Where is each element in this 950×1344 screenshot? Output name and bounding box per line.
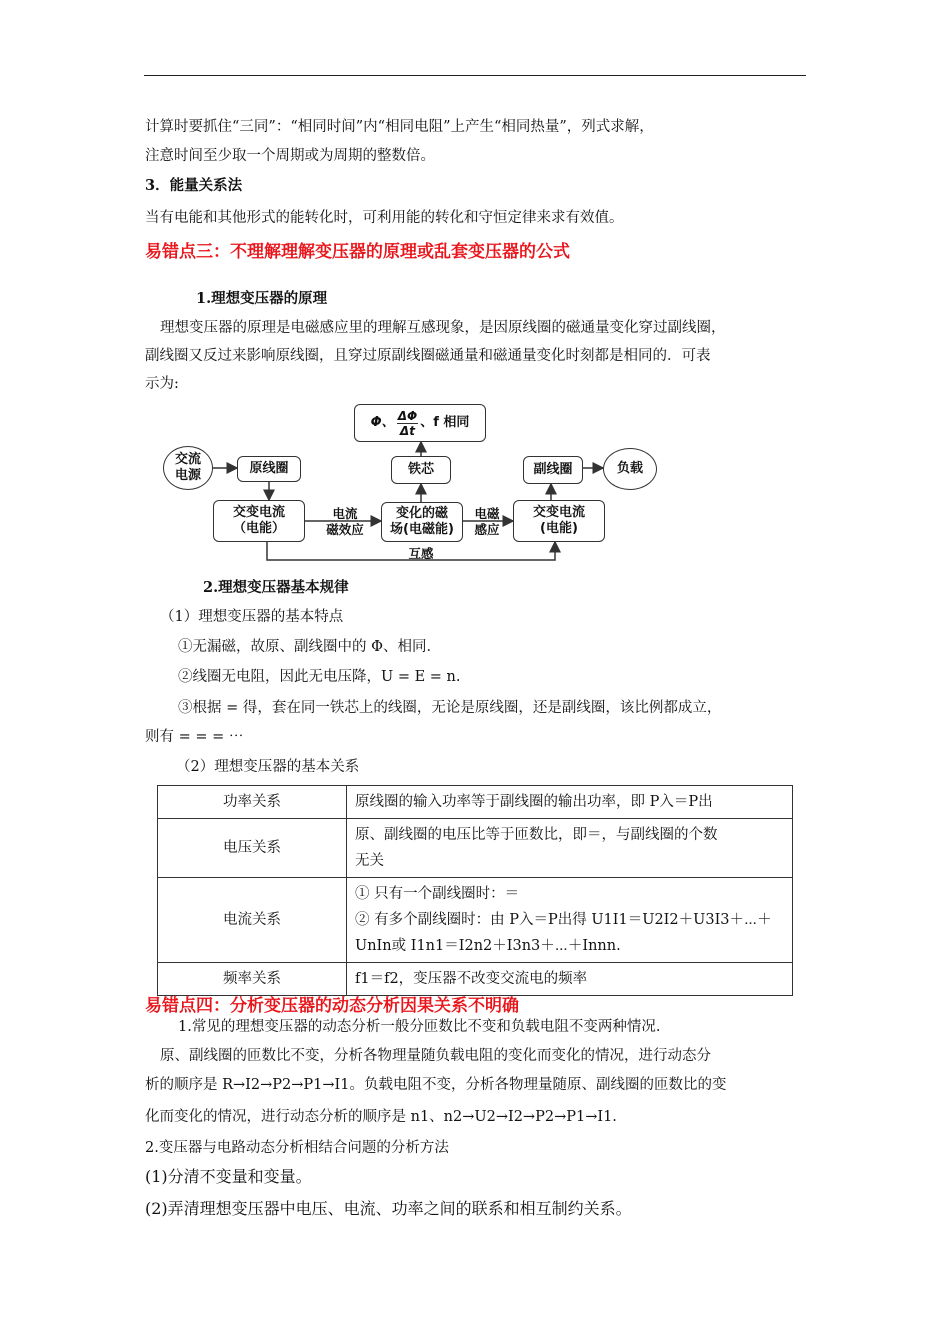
changing-field-box xyxy=(381,502,463,542)
table-value-line: ② 有多个副线圈时：由 P入＝P出得 U1I1＝U2I2＋U3I3＋⋯＋ xyxy=(355,912,772,928)
top-condition-box xyxy=(354,404,486,442)
field-line2: 场(电磁能) xyxy=(390,522,454,537)
text-line: 2.变压器与电路动态分析相结合问题的分析方法 xyxy=(145,1140,449,1156)
table-value xyxy=(347,878,793,963)
table-row xyxy=(158,819,793,878)
text-line: ①无漏磁，故原、副线圈中的 Φ、相同． xyxy=(178,639,441,655)
ac-source-line1: 交流 xyxy=(174,452,201,467)
table-value-line: 原、副线圈的电压比等于匝数比，即＝，与副线圈的个数 xyxy=(355,827,718,843)
text-line: 示为: xyxy=(145,376,179,392)
table-key: 频率关系 xyxy=(158,963,347,996)
table-value-line: ① 只有一个副线圈时：＝ xyxy=(355,886,520,902)
fraction-denominator: Δt xyxy=(399,423,415,438)
mutual-induction-label: 互感 xyxy=(408,546,434,561)
table-value-line: UnIn或 I1n1＝I2n2＋I3n3＋⋯＋Innn. xyxy=(355,938,621,954)
arrow-label-line2: 磁效应 xyxy=(326,522,364,537)
text-line: 注意时间至少取一个周期或为周期的整数倍。 xyxy=(145,148,435,164)
ac-source-line2: 电源 xyxy=(174,468,201,483)
ac-right-line1: 交变电流 xyxy=(532,505,585,520)
table-value-line: 原线圈的输入功率等于副线圈的输出功率，即 P入＝P出 xyxy=(355,794,713,810)
text-line: 理想变压器的原理是电磁感应里的理解互感现象，是因原线圈的磁通量变化穿过副线圈， xyxy=(160,320,726,336)
text-line: ②线圈无电阻，因此无电压降，U = E = n. xyxy=(178,669,461,685)
table-value xyxy=(347,786,793,819)
table-key: 电压关系 xyxy=(158,819,347,878)
text-line: 化而变化的情况，进行动态分析的顺序是 n1、n2→U2→I2→P2→P1→I1. xyxy=(145,1109,617,1125)
heading-error-4: 易错点四：分析变压器的动态分析因果关系不明确 xyxy=(145,996,519,1016)
text-line: 则有 = = = ⋯ xyxy=(145,729,244,745)
section-title: 1.理想变压器的原理 xyxy=(196,290,328,307)
text-line: 析的顺序是 R→I2→P2→P1→I1。负载电阻不变，分析各物理量随原、副线圈的匝数比的变 xyxy=(145,1077,727,1093)
ac-current-left-box xyxy=(213,500,305,542)
core-box: 铁芯 xyxy=(391,456,451,484)
subsection: （2）理想变压器的基本关系 xyxy=(176,759,360,775)
transformer-diagram xyxy=(155,400,675,570)
section-title: 2.理想变压器基本规律 xyxy=(203,579,349,596)
arrow-label-line2: 感应 xyxy=(474,522,500,537)
table-row xyxy=(158,963,793,996)
text-line: ③根据 = 得，套在同一铁芯上的线圈，无论是原线圈，还是副线圈，该比例都成立， xyxy=(178,700,722,716)
field-line1: 变化的磁 xyxy=(395,506,448,521)
ac-current-right-box xyxy=(513,500,605,542)
subsection: （1）理想变压器的基本特点 xyxy=(160,609,344,625)
arrow-label-line1: 电流 xyxy=(332,506,358,521)
table-row xyxy=(158,786,793,819)
header-rule xyxy=(144,75,806,76)
ac-left-line1: 交变电流 xyxy=(232,505,285,520)
ac-right-line2: (电能) xyxy=(540,521,578,536)
text-line: 原、副线圈的匝数比不变，分析各物理量随负载电阻的变化而变化的情况，进行动态分 xyxy=(160,1048,711,1064)
arrow-label-line1: 电磁 xyxy=(474,506,500,521)
text-line: 当有电能和其他形式的能转化时，可利用能的转化和守恒定律来求有效值。 xyxy=(145,210,624,226)
arrow-label-induction xyxy=(465,506,509,538)
relations-table xyxy=(157,785,793,996)
fraction-numerator: ΔΦ xyxy=(397,408,418,423)
arrow-label-magnetic-effect xyxy=(315,506,375,538)
text-line: 副线圈又反过来影响原线圈，且穿过原副线圈磁通量和磁通量变化时刻都是相同的．可表 xyxy=(145,348,711,364)
heading-error-3: 易错点三：不理解理解变压器的原理或乱套变压器的公式 xyxy=(145,242,570,262)
table-value-line: f1＝f2，变压器不改变交流电的频率 xyxy=(355,971,588,987)
text-line: (1)分清不变量和变量。 xyxy=(145,1167,312,1186)
same-label: 、f 相同 xyxy=(420,415,470,430)
text-line: 计算时要抓住“三同”：“相同时间”内“相同电阻”上产生“相同热量”，列式求解， xyxy=(145,119,654,135)
table-value xyxy=(347,963,793,996)
ac-left-line2: （电能） xyxy=(232,521,285,536)
phi-label: Φ、 xyxy=(370,415,395,430)
fraction xyxy=(397,409,419,438)
table-key: 电流关系 xyxy=(158,878,347,963)
secondary-coil-box: 副线圈 xyxy=(523,456,583,484)
subheading: 3．能量关系法 xyxy=(145,177,243,194)
primary-coil-box: 原线圈 xyxy=(237,456,301,482)
text-line: (2)弄清理想变压器中电压、电流、功率之间的联系和相互制约关系。 xyxy=(145,1199,632,1218)
text-line: 1.常见的理想变压器的动态分析一般分匝数比不变和负载电阻不变两种情况. xyxy=(178,1019,661,1035)
table-value-line: 无关 xyxy=(355,853,384,869)
load-node: 负载 xyxy=(603,448,657,490)
table-value xyxy=(347,819,793,878)
ac-source-node xyxy=(163,446,213,490)
table-key: 功率关系 xyxy=(158,786,347,819)
table-row xyxy=(158,878,793,963)
